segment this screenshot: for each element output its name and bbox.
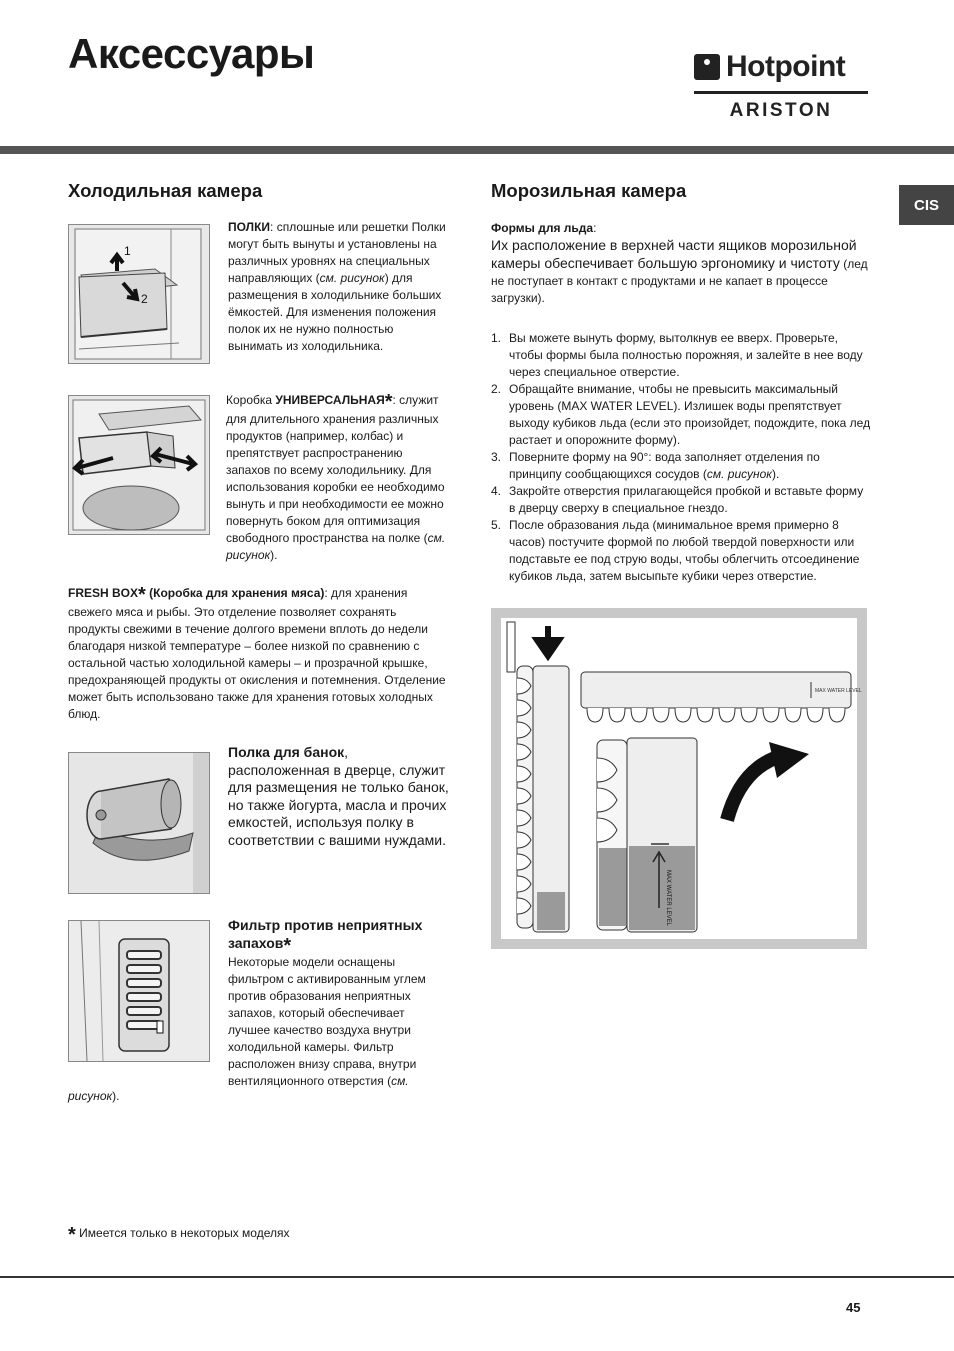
odor-filter-see: см. — [391, 1074, 409, 1088]
odor-filter-see2: рисунок — [68, 1089, 113, 1103]
shelves-text2: ) для размещения в холодильнике больших ёмкостей. Для изменения положения полок их не нужно полностью вынимать из холодильника. — [228, 271, 442, 353]
fridge-heading: Холодильная камера — [68, 180, 263, 201]
odor-filter-heading-wrap — [228, 917, 450, 955]
universal-box-paragraph — [226, 392, 448, 564]
list-item — [491, 449, 871, 483]
can-shelf-text: , расположенная в дверце, служит для размещения не только банок, но также йогурта, масла и прочих емкостей, используя полку в соответствии с вашими нуждами. — [228, 744, 449, 848]
step-text: После образования льда (минимальное время примерно 8 часов) постучите формой по любой твердой поверхности или подставьте ее под струю воды, чтобы облегчить отсоединение кубиков льда, затем высыпьте кубики через отверстие. — [509, 518, 860, 583]
shelves-term: ПОЛКИ — [228, 220, 271, 234]
universal-see: см. рисунок — [226, 531, 446, 562]
shelves-figure — [68, 224, 210, 364]
page-number: 45 — [846, 1300, 861, 1315]
universal-prefix: Коробка — [226, 393, 276, 407]
step-number: 5. — [491, 518, 502, 532]
footnote-text: Имеется только в некоторых моделях — [79, 1226, 290, 1240]
can-shelf-paragraph — [228, 744, 450, 849]
list-item — [491, 330, 871, 381]
footnote — [68, 1224, 290, 1247]
odor-filter-figure — [68, 920, 210, 1062]
shelves-illustration — [69, 225, 209, 363]
list-item — [491, 381, 871, 449]
logo-brand: Hotpoint — [726, 50, 846, 83]
ice-tray-illustration — [491, 608, 867, 949]
fig-label-2: 2 — [141, 292, 148, 306]
ice-tray-figure — [491, 608, 867, 949]
odor-filter-illustration — [69, 921, 209, 1061]
odor-filter-star: * — [283, 934, 292, 957]
ice-trays-term: Формы для льда — [491, 221, 594, 235]
universal-term: УНИВЕРСАЛЬНАЯ — [275, 393, 385, 407]
step-text-end: ). — [771, 467, 780, 481]
odor-filter-paragraph — [228, 954, 450, 1090]
logo-sub: ARISTON — [729, 100, 833, 121]
ice-trays-intro-small: (лед не поступает в контакт с продуктами и не капает в процессе загрузки). — [491, 257, 868, 305]
universal-text: : служит для длительного хранения различных продуктов (например, колбас) и препятствует распространению запахов по всему холодильнику. Для использования коробки ее необходимо вынуть и при необходимости ее можно повернуть боком для оптимизация свободного пространства на полке ( — [226, 393, 445, 545]
odor-filter-title: Фильтр против неприятных запахов — [228, 917, 423, 951]
fresh-box-text: : для хранения свежего мяса и рыбы. Это отделение позволяет сохранять продукты свежими в течение долгого времени вплоть до недели благодаря низкой температуре – более низкой по сравнению с остальной частью холодильной камеры – и прозрачной крышке, предохраняющей продукты от окисления и потемнения. Отделение может быть использовано также для хранения готовых холодных блюд. — [68, 586, 446, 721]
language-tab: CIS — [899, 185, 954, 225]
universal-box-illustration — [69, 396, 209, 534]
can-shelf-figure — [68, 752, 210, 894]
shelves-see: см. рисунок — [319, 271, 385, 285]
fresh-box-term2: (Коробка для хранения мяса) — [145, 586, 325, 600]
brand-logo — [694, 52, 868, 126]
ice-steps-list — [491, 330, 871, 585]
shelves-paragraph — [228, 219, 450, 355]
list-item — [491, 483, 871, 517]
page-title: Аксессуары — [68, 30, 315, 77]
universal-text2: ). — [270, 548, 278, 562]
step-number: 3. — [491, 450, 502, 464]
logo-divider — [694, 91, 868, 94]
footnote-star: * — [68, 1224, 76, 1246]
logo-mark-icon — [694, 54, 720, 80]
can-shelf-illustration — [69, 753, 209, 893]
odor-filter-text: Некоторые модели оснащены фильтром с активированным углем против образования неприятных запахов, который обеспечивает лучшее качество воздуха внутри холодильной камеры. Фильтр расположен внизу справа, внутри вентиляционного отверстия ( — [228, 955, 426, 1088]
step-text: Обращайте внимание, чтобы не превысить максимальный уровень (MAX WATER LEVEL). Излишек воды препятствует выходу кубиков льда (если это произойдет, подождите, пока лед растает и опорожните форму). — [509, 382, 871, 447]
odor-filter-tail — [68, 1088, 120, 1105]
odor-filter-heading — [228, 917, 450, 955]
step-number: 1. — [491, 331, 502, 345]
step-number: 2. — [491, 382, 502, 396]
step-text: Закройте отверстия прилагающейся пробкой и вставьте форму в дверцу сверху в специальное гнездо. — [509, 484, 864, 515]
list-item — [491, 517, 871, 585]
odor-filter-text2: ). — [112, 1089, 120, 1103]
shelves-text: : сплошные или решетки Полки могут быть вынуты и установлены на различных уровнях на специальных направляющих ( — [228, 220, 446, 285]
universal-star: * — [384, 391, 393, 413]
max-water-level-label: MAX WATER LEVEL — [665, 870, 671, 927]
header-divider — [0, 146, 954, 154]
can-shelf-term: Полка для банок — [228, 744, 345, 760]
max-label-small: MAX WATER LEVEL — [815, 688, 862, 694]
ice-trays-colon: : — [593, 221, 597, 235]
fresh-box-paragraph — [68, 585, 446, 723]
step-see: см. рисунок — [706, 467, 772, 481]
fresh-box-term: FRESH BOX — [68, 586, 139, 600]
step-text: Вы можете вынуть форму, вытолкнув ее вверх. Проверьте, чтобы формы была полностью порожняя, и залейте в нее воду через специальное отверстие. — [509, 331, 863, 379]
fig-label-1: 1 — [124, 244, 131, 258]
ice-trays-paragraph — [491, 220, 871, 307]
ice-trays-intro: Их расположение в верхней части ящиков морозильной камеры обеспечивает большую эргономику и чистоту — [491, 237, 857, 271]
footer-divider — [0, 1276, 954, 1278]
step-number: 4. — [491, 484, 502, 498]
fresh-box-star: * — [138, 584, 146, 606]
step-text: Поверните форму на 90°: вода заполняет отделения по принципу сообщающихся сосудов ( — [509, 450, 820, 481]
freezer-heading: Морозильная камера — [491, 180, 687, 201]
universal-box-figure — [68, 395, 210, 535]
